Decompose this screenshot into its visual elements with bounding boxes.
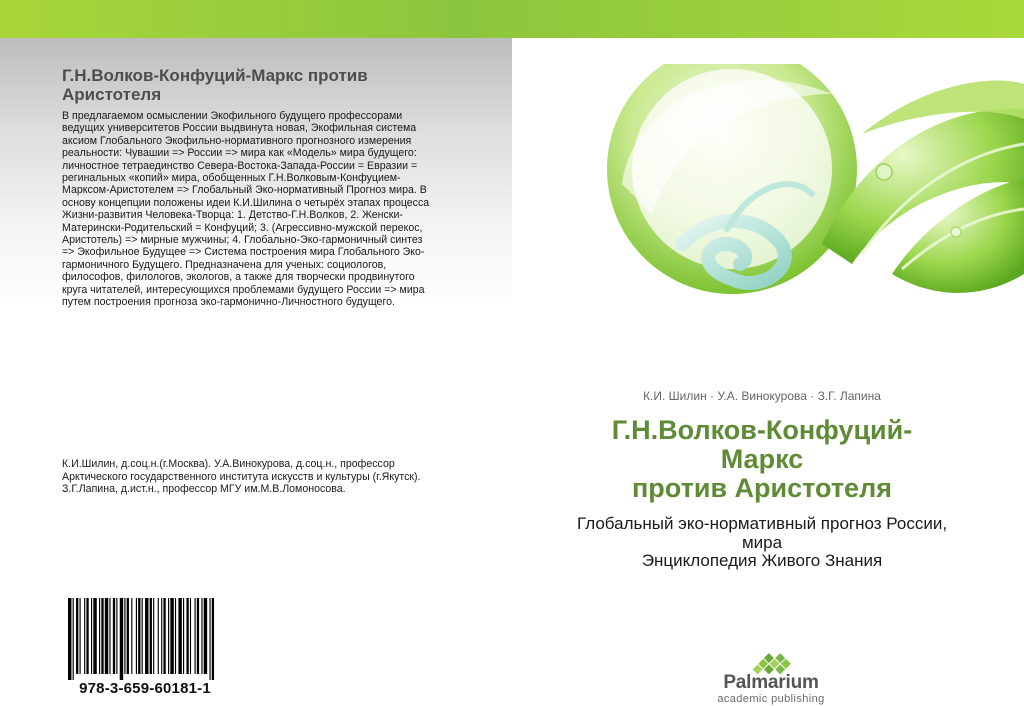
barcode-bar (142, 598, 143, 674)
top-green-band (0, 0, 1024, 38)
barcode-bar (163, 598, 165, 674)
description-line: реальности: Чувашии => России => мира как «Модель» мира будущего: (62, 147, 417, 160)
barcode-bar (80, 598, 81, 674)
barcode (66, 598, 216, 680)
barcode-bar (86, 598, 88, 674)
subtitle-line-1: Глобальный эко-нормативный прогноз России, (576, 514, 948, 533)
barcode-bar (113, 598, 115, 674)
water-drop-small (951, 227, 961, 237)
cover-illustration (562, 64, 1024, 364)
barcode-bar (120, 598, 123, 680)
description-line: гармоничного Будущего. Предназначена для ученых: социологов, (62, 258, 387, 271)
description-line: Матерински-Родительский = Конфуций; 3. (Агрессивно-мужской перекос, (62, 221, 423, 234)
author-info-line: З.Г.Лапина, д.ист.н., профессор МГУ им.М.В.Ломоносова. (62, 483, 346, 496)
description-line: => Экофильное Будущее => Система построения мира Глобального Эко- (62, 246, 425, 259)
description-line: регинальных «копий» мира, обобщенных Г.Н.Волковым-Конфуцием- (62, 172, 401, 185)
barcode-bar (170, 598, 173, 674)
front-subtitle (562, 515, 962, 571)
barcode-bar (73, 598, 74, 680)
barcode-bar (84, 598, 85, 674)
back-cover-title (62, 66, 482, 104)
barcode-bar (127, 598, 129, 674)
publisher-name: Palmarium (723, 672, 819, 693)
barcode-bar (158, 598, 159, 674)
author-info-line: К.И.Шилин, д.соц.н.(г.Москва). У.А.Винокурова, д.соц.н., профессор (62, 458, 395, 470)
description-line: Жизни-развития Человека-Творца: 1. Детство-Г.Н.Волков, 2. Женски- (62, 209, 403, 222)
barcode-bar (150, 598, 152, 674)
barcode-bar (91, 598, 92, 674)
description-line: ведущих университетов России выдвинута новая, Экофильная система (62, 122, 417, 135)
barcode-bar (161, 598, 162, 674)
leaves-illustration (562, 64, 1024, 364)
barcode-bar (105, 598, 108, 674)
front-authors: К.И. Шилин · У.А. Винокурова · З.Г. Лапина (643, 389, 881, 403)
back-title-line-1: Г.Н.Волков-Конфуций-Маркс против (62, 66, 368, 85)
barcode-bar (197, 598, 199, 674)
description-line: личностное тетраединство Севера-Востока-Запада-России = Евразии = (62, 159, 418, 172)
subtitle-line-3: Энциклопедия Живого Знания (641, 551, 883, 570)
isbn-number: 978-3-659-60181-1 (79, 680, 211, 697)
barcode-bar (76, 598, 78, 674)
water-drop (876, 164, 892, 180)
publisher-tagline: academic publishing (717, 693, 825, 705)
barcode-bar (131, 598, 132, 674)
back-cover-description (62, 110, 482, 309)
description-line: философов, филологов, экологов, а также для творчески продвинутого (62, 271, 415, 284)
barcode-bar (145, 598, 148, 674)
barcode-bar (178, 598, 181, 674)
author-info-line: Арктического государственного института искусств и культуры (г.Якутск). (62, 470, 421, 483)
description-line: Марксом-Аристотелем => Глобальный Эко-нормативный Прогноз мира. В (62, 184, 427, 197)
barcode-bar (183, 598, 184, 674)
barcode-bar (186, 598, 188, 674)
barcode-bar (109, 598, 110, 674)
description-line: основу концепции положены идеи К.И.Шилина о четырёх этапах процесса (62, 196, 430, 209)
description-line: путем построения прогноза эко-гармонично-Личностного будущего. (62, 296, 395, 309)
barcode-bar (116, 598, 117, 674)
description-line: Аристотель) => мирные мужчины; 4. Глобально-Эко-гармоничный синтез (62, 234, 423, 247)
front-cover-title (562, 416, 962, 503)
barcode-bar (138, 598, 140, 674)
barcode-bar (209, 598, 210, 680)
barcode-bar (168, 598, 169, 674)
barcode-bar (124, 598, 125, 674)
subtitle-line-2: мира (741, 532, 783, 552)
barcode-bar (212, 598, 214, 680)
front-title-line-2: Маркс (720, 444, 804, 474)
description-line: круга читателей, интересующихся проблемами будущего России => мира (62, 283, 425, 296)
barcode-bar (195, 598, 196, 674)
barcode-bar (153, 598, 154, 674)
barcode-bar (68, 598, 71, 680)
barcode-bar (201, 598, 202, 674)
barcode-bar (190, 598, 191, 674)
barcode-bar (204, 598, 207, 674)
barcode-bar (99, 598, 100, 674)
barcode-bar (101, 598, 103, 674)
barcode-bar (136, 598, 137, 674)
back-title-line-2: Аристотеля (62, 85, 162, 104)
description-line: аксиом Глобального Экофильно-нормативного прогнозного измерения (62, 134, 412, 147)
barcode-bar (93, 598, 96, 674)
author-info (62, 458, 492, 496)
front-title-line-3: против Аристотеля (632, 473, 892, 503)
front-title-line-1: Г.Н.Волков-Конфуций- (611, 415, 913, 445)
description-line: В предлагаемом осмыслении Экофильного будущего профессорами (62, 110, 403, 122)
barcode-bar (175, 598, 176, 674)
